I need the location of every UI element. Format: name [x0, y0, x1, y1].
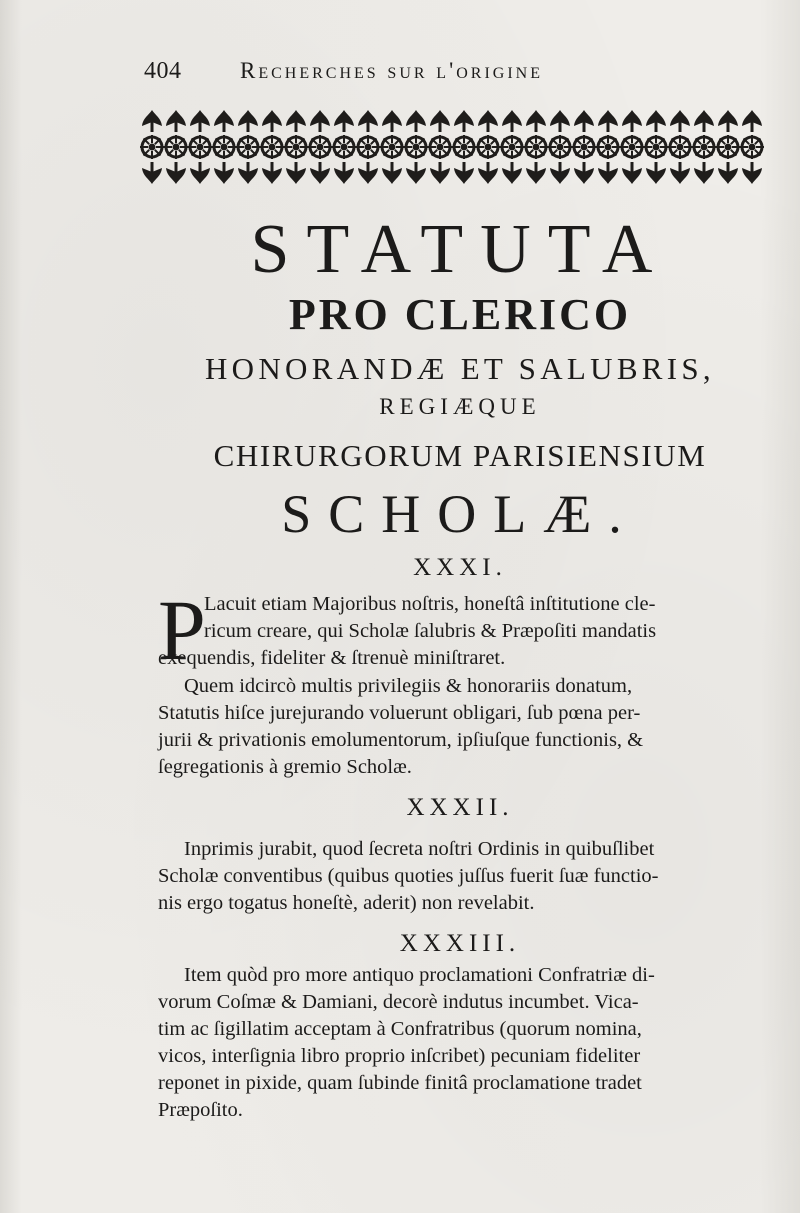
text-line: nis ergo togatus honeſtè, aderit) non revelabit. — [158, 892, 535, 914]
ornament-motif — [607, 162, 610, 172]
ornament-motif — [559, 122, 562, 132]
text-line: Item quòd pro more antiquo proclamationi Confratriæ di- — [184, 964, 655, 986]
ornament-motif — [703, 122, 706, 132]
ornament-motif — [199, 162, 202, 172]
ornament-motif — [439, 122, 442, 132]
ornament-graphic — [140, 104, 764, 190]
text-line: Præpoſito. — [158, 1099, 243, 1121]
ornament-motif — [151, 122, 154, 132]
ornament-motif — [629, 144, 636, 151]
ornament-motif — [703, 162, 706, 172]
ornament-motif — [245, 144, 252, 151]
text-line: vicos, interſignia libro proprio inſcribet) pecuniam fideliter — [158, 1045, 641, 1067]
ornament-motif — [247, 122, 250, 132]
page-number: 404 — [144, 58, 182, 84]
title-scholae: SCHOLÆ. — [281, 484, 639, 544]
ornament-motif — [391, 122, 394, 132]
ornament-motif — [631, 122, 634, 132]
text-line: tim ac ſigillatim acceptam à Confratribus (quorum nomina, — [158, 1018, 642, 1040]
paragraph-xxxi-second — [158, 673, 778, 781]
paragraph-xxxi-opening-cont — [158, 645, 778, 672]
title-chirurgorum: CHIRURGORUM PARISIENSIUM — [213, 438, 707, 473]
ornament-motif — [535, 162, 538, 172]
text-line: Lacuit etiam Majoribus noſtris, honeſtâ inſtitutione cle- — [204, 593, 656, 615]
ornament-motif — [511, 162, 514, 172]
ornament-motif — [751, 162, 754, 172]
ornament-motif — [607, 122, 610, 132]
section-number-xxxii: XXXII. — [406, 794, 514, 821]
ornament-motif — [271, 162, 274, 172]
ornament-motif — [439, 162, 442, 172]
ornament-motif — [749, 144, 756, 151]
ornament-motif — [463, 122, 466, 132]
ornament-motif — [679, 162, 682, 172]
section-number-xxxi: XXXI. — [413, 554, 507, 581]
ornament-motif — [269, 144, 276, 151]
ornament-motif — [271, 122, 274, 132]
ornament-motif — [533, 144, 540, 151]
ornament-motif — [317, 144, 324, 151]
ornament-motif — [175, 162, 178, 172]
ornament-motif — [389, 144, 396, 151]
ornament-motif — [343, 162, 346, 172]
ornament-motif — [197, 144, 204, 151]
text-line: jurii & privationis emolumentorum, ipſiuſque functionis, & — [158, 729, 644, 751]
ornament-motif — [415, 162, 418, 172]
ornament-motif — [535, 122, 538, 132]
ornament-motif — [583, 162, 586, 172]
ornament-motif — [391, 162, 394, 172]
ornament-motif — [295, 162, 298, 172]
text-line: Inprimis jurabit, quod ſecreta noſtri Ordinis in quibuſlibet — [184, 838, 655, 860]
title-regiaeque: REGIÆQUE — [379, 394, 541, 419]
ornament-motif — [725, 144, 732, 151]
ornament-motif — [293, 144, 300, 151]
paragraph-xxxii — [158, 836, 778, 917]
text-line: Quem idcircò multis privilegiis & honorariis donatum, — [184, 675, 633, 697]
title-honorandae: HONORANDÆ ET SALUBRIS, — [205, 351, 715, 386]
ornament-motif — [151, 162, 154, 172]
ornament-motif — [655, 122, 658, 132]
ornament-motif — [365, 144, 372, 151]
ornament-motif — [487, 122, 490, 132]
text-line: exequendis, fideliter & ſtrenuè miniſtraret. — [158, 647, 506, 669]
ornament-motif — [677, 144, 684, 151]
ornament-motif — [367, 122, 370, 132]
ornament-motif — [463, 162, 466, 172]
text-line: Statutis hiſce jurejurando voluerunt obligari, ſub pœna per- — [158, 702, 641, 724]
ornament-motif — [343, 122, 346, 132]
section-number-xxxiii: XXXIII. — [399, 930, 521, 957]
ornament-motif — [557, 144, 564, 151]
text-line: ricum creare, qui Scholæ ſalubris & Præpoſiti mandatis — [204, 620, 657, 642]
ornament-motif — [751, 122, 754, 132]
ornament-motif — [319, 162, 322, 172]
ornament-motif — [487, 162, 490, 172]
text-line: Scholæ conventibus (quibus quoties juſſus fuerit ſuæ functio- — [158, 865, 659, 887]
ornament-motif — [223, 122, 226, 132]
ornament-motif — [173, 144, 180, 151]
text-line: ſegregationis à gremio Scholæ. — [158, 756, 412, 778]
paragraph-xxxi-opening — [204, 591, 779, 645]
fleuron-band-icon — [140, 104, 764, 190]
ornament-motif — [367, 162, 370, 172]
title-pro-clerico: PRO CLERICO — [288, 290, 632, 339]
ornament-motif — [319, 122, 322, 132]
ornament-motif — [655, 162, 658, 172]
paragraph-xxxiii — [158, 962, 778, 1124]
running-title: Recherches sur l'origine — [240, 58, 543, 83]
ornament-motif — [437, 144, 444, 151]
drop-cap: P — [158, 582, 206, 678]
ornament-motif — [461, 144, 468, 151]
ornament-motif — [511, 122, 514, 132]
ornament-motif — [149, 144, 156, 151]
title-statuta: STATUTA — [250, 211, 670, 288]
ornament-motif — [727, 122, 730, 132]
ornament-motif — [653, 144, 660, 151]
ornament-motif — [199, 122, 202, 132]
ornament-motif — [679, 122, 682, 132]
ornament-motif — [727, 162, 730, 172]
ornament-motif — [631, 162, 634, 172]
ornament-motif — [295, 122, 298, 132]
ornament-motif — [509, 144, 516, 151]
ornament-motif — [247, 162, 250, 172]
text-line: reponet in pixide, quam ſubinde finitâ proclamatione tradet — [158, 1072, 642, 1094]
ornament-motif — [223, 162, 226, 172]
ornament-motif — [175, 122, 178, 132]
ornament-motif — [221, 144, 228, 151]
text-line: vorum Coſmæ & Damiani, decorè indutus incumbet. Vica- — [158, 991, 639, 1013]
ornament-motif — [583, 122, 586, 132]
ornament-motif — [559, 162, 562, 172]
ornament-motif — [413, 144, 420, 151]
running-head — [140, 58, 680, 92]
ornament-motif — [415, 122, 418, 132]
ornament-motif — [485, 144, 492, 151]
ornament-motif — [605, 144, 612, 151]
ornament-motif — [341, 144, 348, 151]
ornament-motif — [581, 144, 588, 151]
ornament-motif — [701, 144, 708, 151]
